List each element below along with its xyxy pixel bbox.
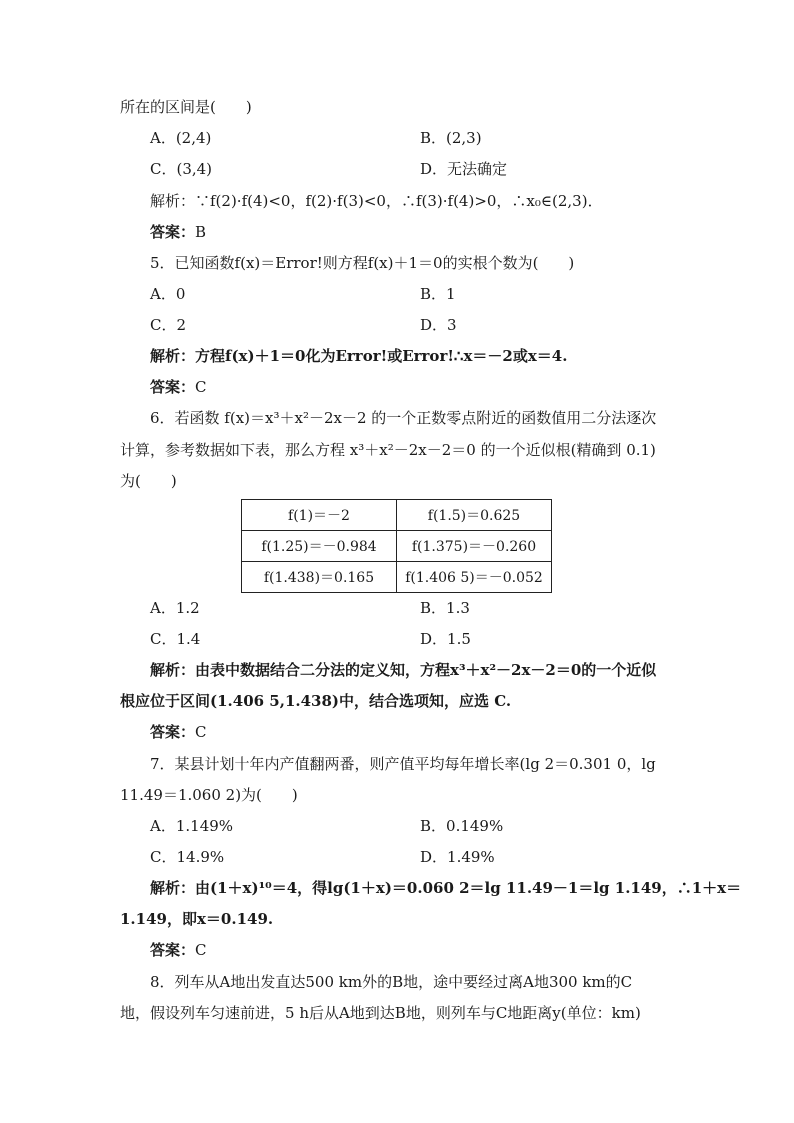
solution: 解析：方程f(x)＋1＝0化为Error!或Error!∴x＝－2或x＝4. xyxy=(150,347,568,365)
question-5: 5．已知函数f(x)＝Error!则方程f(x)＋1＝0的实根个数为( ) xyxy=(150,254,575,272)
option-a: A．1.2 xyxy=(150,599,200,617)
solution-line-2: 1.149，即x＝0.149. xyxy=(120,910,274,928)
option-row xyxy=(150,284,675,304)
table-row xyxy=(242,531,552,562)
table-cell: f(1)＝－2 xyxy=(242,500,397,531)
option-d: D．1.49% xyxy=(420,848,495,866)
question-6-line-1: 6．若函数 f(x)＝x³＋x²－2x－2 的一个正数零点附近的函数值用二分法逐次 xyxy=(150,409,657,427)
solution-line-2: 根应位于区间(1.406 5,1.438)中，结合选项知，应选 C. xyxy=(120,692,512,710)
solution-line-1: 解析：由表中数据结合二分法的定义知，方程x³＋x²－2x－2＝0的一个近似 xyxy=(150,661,657,679)
option-row xyxy=(150,598,675,618)
option-d: D．无法确定 xyxy=(420,160,508,178)
reference-data-table xyxy=(241,499,552,593)
option-row xyxy=(150,159,675,179)
table-cell: f(1.375)＝－0.260 xyxy=(397,531,552,562)
answer xyxy=(150,722,675,742)
option-c: C．14.9% xyxy=(150,848,225,866)
answer-label: 答案： xyxy=(150,378,196,396)
option-d: D．1.5 xyxy=(420,630,471,648)
answer-value: C xyxy=(195,378,207,396)
question-6-line-3: 为( ) xyxy=(120,472,177,490)
option-c: C．1.4 xyxy=(150,630,201,648)
option-row xyxy=(150,816,675,836)
answer xyxy=(150,377,675,397)
option-c: C．(3,4) xyxy=(150,160,213,178)
answer-label: 答案： xyxy=(150,723,196,741)
option-a: A．0 xyxy=(150,285,186,303)
answer-label: 答案： xyxy=(150,941,196,959)
question-8-line-2: 地，假设列车匀速前进，5 h后从A地到达B地，则列车与C地距离y(单位：km) xyxy=(120,1004,641,1022)
table-cell: f(1.438)＝0.165 xyxy=(242,562,397,593)
option-a: A．1.149% xyxy=(150,817,234,835)
option-row xyxy=(150,315,675,335)
question-stem-tail: 所在的区间是( ) xyxy=(120,98,252,116)
question-7-line-1: 7．某县计划十年内产值翻两番，则产值平均每年增长率(lg 2＝0.301 0，lg xyxy=(150,755,656,773)
option-b: B．(2,3) xyxy=(420,129,482,147)
option-b: B．1 xyxy=(420,285,456,303)
answer-value: C xyxy=(195,723,207,741)
option-d: D．3 xyxy=(420,316,457,334)
option-row xyxy=(150,847,675,867)
option-row xyxy=(150,128,675,148)
table-cell: f(1.5)＝0.625 xyxy=(397,500,552,531)
answer-value: B xyxy=(195,223,207,241)
table-row xyxy=(242,562,552,593)
option-b: B．1.3 xyxy=(420,599,470,617)
table-row xyxy=(242,500,552,531)
question-8-line-1: 8．列车从A地出发直达500 km外的B地，途中要经过离A地300 km的C xyxy=(150,973,633,991)
option-row xyxy=(150,629,675,649)
answer xyxy=(150,940,675,960)
question-6-line-2: 计算，参考数据如下表，那么方程 x³＋x²－2x－2＝0 的一个近似根(精确到 0.1) xyxy=(120,441,656,459)
answer-value: C xyxy=(195,941,207,959)
answer-label: 答案： xyxy=(150,223,196,241)
answer xyxy=(150,222,675,242)
solution-line-1: 解析：由(1＋x)¹⁰＝4，得lg(1＋x)＝0.060 2＝lg 11.49－1＝lg 1.149，∴1＋x＝ xyxy=(150,879,742,897)
option-a: A．(2,4) xyxy=(150,129,212,147)
question-7-line-2: 11.49＝1.060 2)为( ) xyxy=(120,786,298,804)
option-c: C．2 xyxy=(150,316,187,334)
solution: 解析：∵f(2)·f(4)<0，f(2)·f(3)<0，∴f(3)·f(4)>0，∴x₀∈(2,3)． xyxy=(150,192,603,210)
option-b: B．0.149% xyxy=(420,817,504,835)
table-cell: f(1.25)＝－0.984 xyxy=(242,531,397,562)
table-cell: f(1.406 5)＝－0.052 xyxy=(397,562,552,593)
